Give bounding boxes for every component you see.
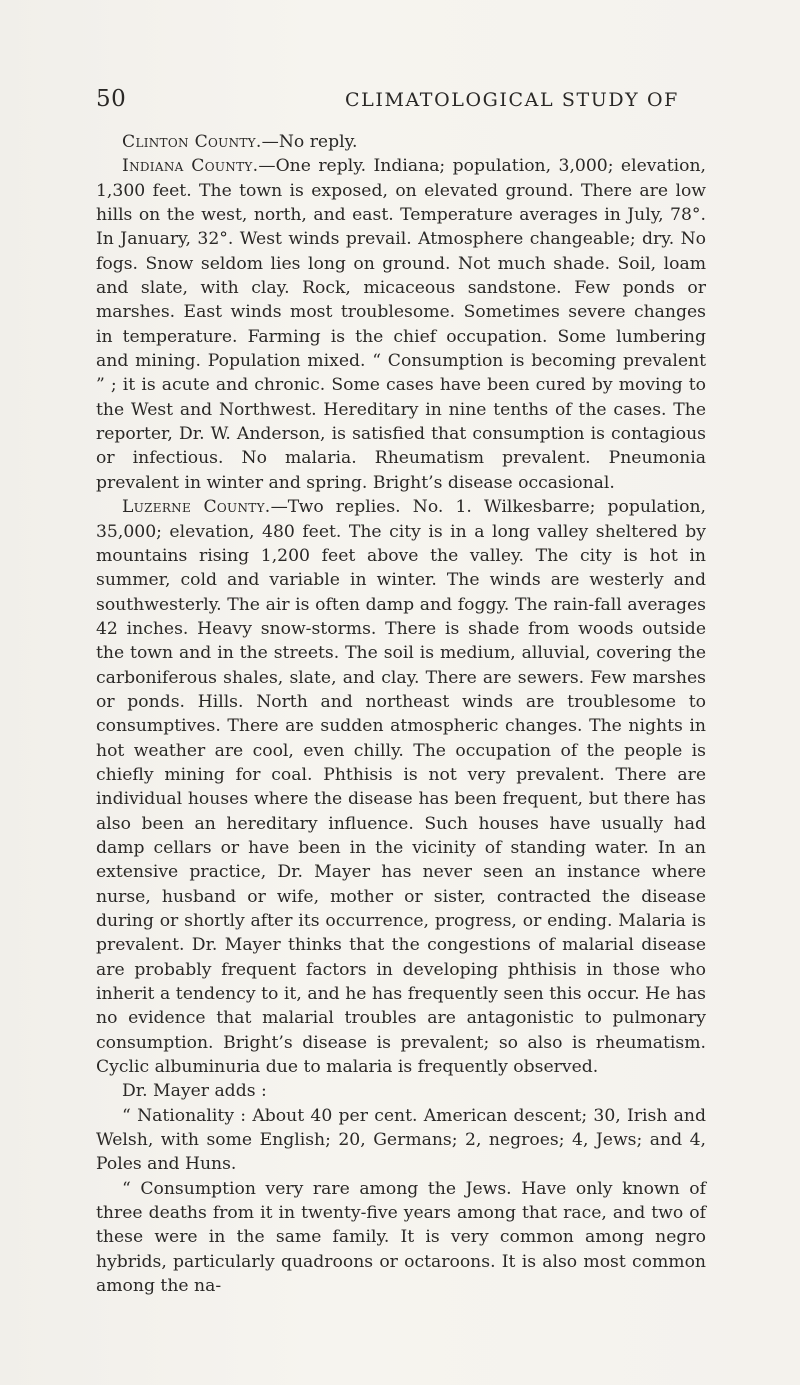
paragraph-clinton-county xyxy=(96,130,706,154)
paragraph-text: —Two replies. No. 1. Wilkesbarre; population, 35,000; elevation, 480 feet. The city is in a long valley sheltered by mountains rising 1,200 feet above the valley. The city is hot in summer, cold and variable in winter. The winds are westerly and southwesterly. The air is often damp and foggy. The rain-fall averages 42 inches. Heavy snow-storms. There is shade from woods outside the town and in the streets. The soil is medium, alluvial, covering the carboniferous shales, slate, and clay. There are sewers. Few marshes or ponds. Hills. North and northeast winds are troublesome to consumptives. There are sudden atmospheric changes. The nights in hot weather are cool, even chilly. The occupation of the people is chiefly mining for coal. Phthisis is not very prevalent. There are individual houses where the disease has been frequent, but there has also been an hereditary influence. Such houses have usually had damp cellars or have been in the vicinity of standing water. In an extensive practice, Dr. Mayer has never seen an instance where nurse, husband or wife, mother or sister, contracted the disease during or shortly after its occurrence, progress, or ending. Malaria is prevalent. Dr. Mayer thinks that the congestions of malarial disease are probably frequent factors in developing phthisis in those who inherit a tendency to it, and he has frequently seen this occur. He has no evidence that malarial troubles are antagonistic to pulmonary consumption. Bright’s disease is prevalent; so also is rheumatism. Cyclic albuminuria due to malaria is frequently observed. xyxy=(96,497,707,1078)
paragraph-text: —No reply. xyxy=(261,132,358,152)
paragraph-text: Dr. Mayer adds : xyxy=(122,1081,267,1102)
paragraph-nationality xyxy=(96,1104,706,1177)
paragraph-text: —One reply. Indiana; population, 3,000; elevation, 1,300 feet. The town is exposed, on elevated ground. There are low hills on the west, north, and east. Temperature averages in July, 78°. In January, 32°. West winds prevail. Atmosphere changeable; dry. No fogs. Snow seldom lies long on ground. Not much shade. Soil, loam and slate, with clay. Rock, micaceous sandstone. Few ponds or marshes. East winds most troublesome. Sometimes severe changes in temperature. Farming is the chief occupation. Some lumbering and mining. Population mixed. “ Consumption is becoming prevalent ” ; it is acute and chronic. Some cases have been cured by moving to the West and Northwest. Hereditary in nine tenths of the cases. The reporter, Dr. W. Anderson, is satisfied that consumption is contagious or infectious. No malaria. Rheumatism prevalent. Pneumonia prevalent in winter and spring. Bright’s disease occasional. xyxy=(96,156,706,493)
paragraph-text: “ Consumption very rare among the Jews. Have only known of three deaths from it in twenty-five years among that race, and two of these were in the same family. It is very common among negro hybrids, particularly quadroons or octaroons. It is also most common among the na- xyxy=(96,1178,706,1297)
county-heading: Indiana County. xyxy=(122,156,259,177)
county-heading: Luzerne County. xyxy=(122,497,271,518)
paragraph-text: “ Nationality : About 40 per cent. American descent; 30, Irish and Welsh, with some English; 20, Germans; 2, negroes; 4, Jews; and 4, Poles and Huns. xyxy=(96,1105,706,1175)
running-head xyxy=(0,86,800,116)
body-text xyxy=(96,130,706,1299)
page-number: 50 xyxy=(96,86,127,112)
running-head-title: CLIMATOLOGICAL STUDY OF xyxy=(345,89,679,111)
paragraph-consumption-jews xyxy=(96,1177,706,1299)
paragraph-indiana-county xyxy=(96,154,706,495)
paragraph-luzerne-county xyxy=(96,495,706,1079)
paragraph-mayer-adds xyxy=(96,1079,706,1103)
county-heading: Clinton County. xyxy=(122,132,262,152)
